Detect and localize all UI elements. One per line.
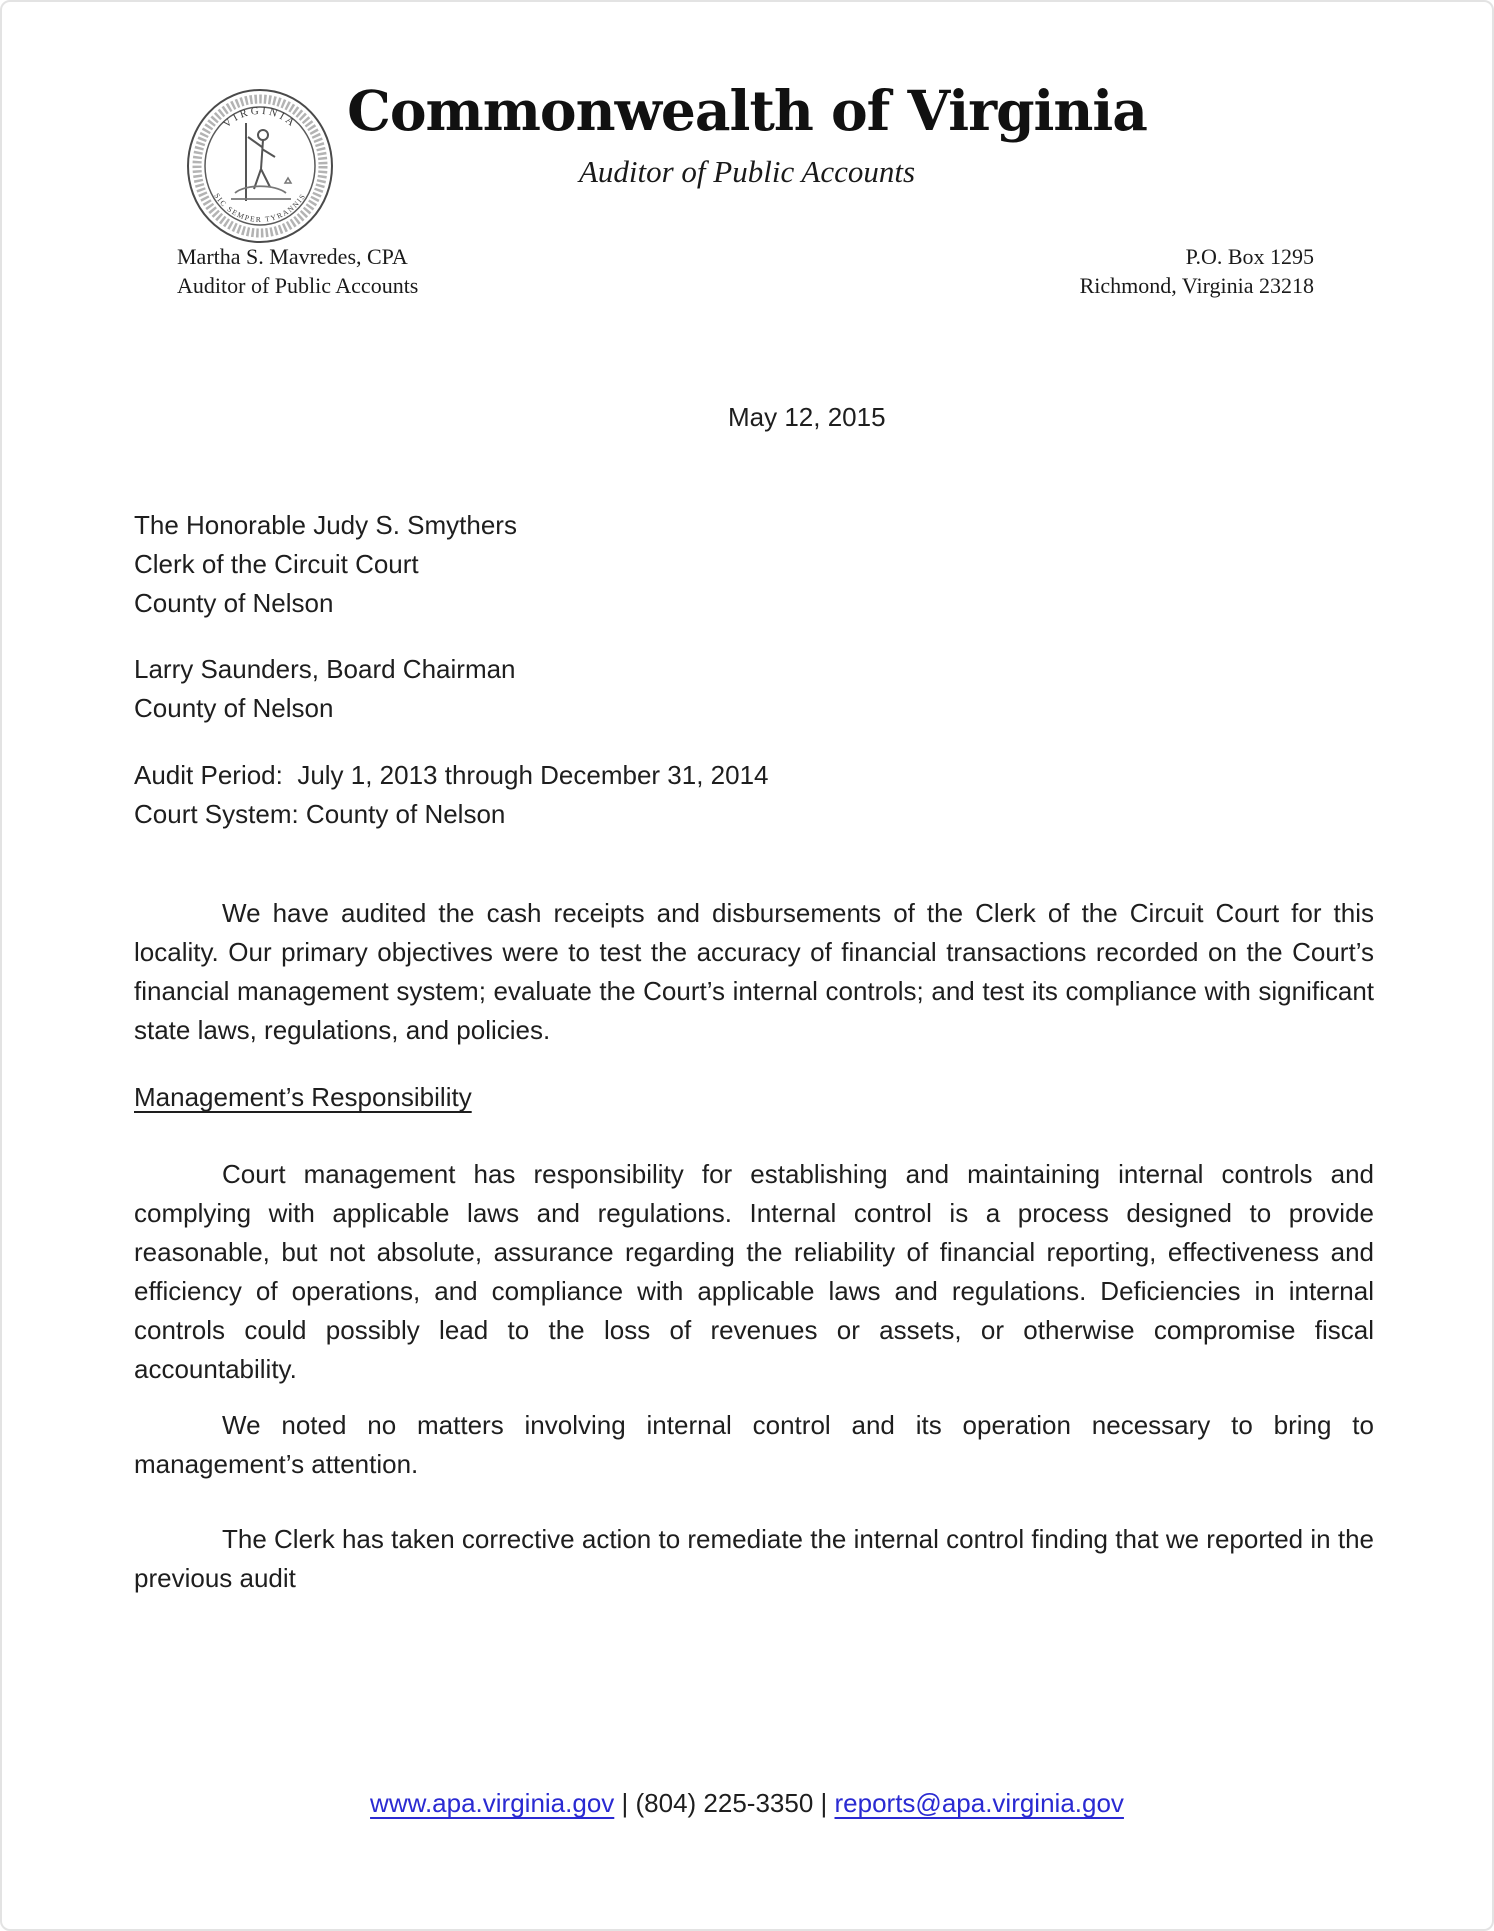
recipient-title: Clerk of the Circuit Court xyxy=(134,549,419,579)
letterhead-title: Commonwealth of Virginia xyxy=(347,78,1147,143)
footer-separator-1: | xyxy=(614,1788,636,1818)
seal-top-text: VIRGINIA xyxy=(220,104,300,131)
recipient-locality: County of Nelson xyxy=(134,588,334,618)
letterhead-subtitle: Auditor of Public Accounts xyxy=(578,154,916,189)
recipient-block-chairman xyxy=(134,650,1374,728)
chairman-name: Larry Saunders, Board Chairman xyxy=(134,654,516,684)
po-box-line: P.O. Box 1295 xyxy=(1185,244,1314,269)
audit-info-block xyxy=(134,756,1374,834)
no-matters-paragraph: We noted no matters involving internal control and its operation necessary to bring to management’s attention. xyxy=(134,1410,1374,1479)
office-address-block xyxy=(1080,242,1314,300)
intro-paragraph: We have audited the cash receipts and disbursements of the Clerk of the Circuit Court for this locality. Our primary objectives were to test the accuracy of financial transactions recorded on the Court’s financial management system; evaluate the Court’s internal controls; and test its compliance with significant state laws, regulations, and policies. xyxy=(134,898,1374,1045)
email-link[interactable]: reports@apa.virginia.gov xyxy=(834,1788,1124,1818)
footer-phone: (804) 225-3350 xyxy=(635,1788,814,1818)
court-system-line: Court System: County of Nelson xyxy=(134,799,506,829)
footer-separator-2: | xyxy=(813,1788,835,1818)
auditor-title: Auditor of Public Accounts xyxy=(177,273,419,298)
management-responsibility-heading: Management’s Responsibility xyxy=(134,1082,472,1112)
website-link[interactable]: www.apa.virginia.gov xyxy=(370,1788,615,1818)
chairman-locality: County of Nelson xyxy=(134,693,334,723)
seal-bottom-text: SIC SEMPER TYRANNIS xyxy=(212,191,308,225)
recipient-block-clerk xyxy=(134,506,1374,623)
corrective-action-paragraph: The Clerk has taken corrective action to remediate the internal control finding that we reported in the previous audit xyxy=(134,1524,1374,1593)
auditor-name: Martha S. Mavredes, CPA xyxy=(177,244,408,269)
recipient-name: The Honorable Judy S. Smythers xyxy=(134,510,517,540)
auditor-name-block xyxy=(177,242,418,300)
city-state-zip-line: Richmond, Virginia 23218 xyxy=(1079,273,1314,298)
footer-contact-line xyxy=(2,1784,1492,1823)
internal-controls-paragraph: Court management has responsibility for establishing and maintaining internal controls and complying with applicable laws and regulations. Internal control is a process designed to provide reasonable, but not absolute, assurance regarding the reliability of financial reporting, effectiveness and efficiency of operations, and compliance with applicable laws and regulations. Deficiencies in internal controls could possibly lead to the loss of revenues or assets, or otherwise compromise fiscal accountability. xyxy=(134,1159,1374,1384)
audit-period-line: Audit Period: July 1, 2013 through December 31, 2014 xyxy=(134,760,769,790)
letter-date: May 12, 2015 xyxy=(728,402,886,432)
